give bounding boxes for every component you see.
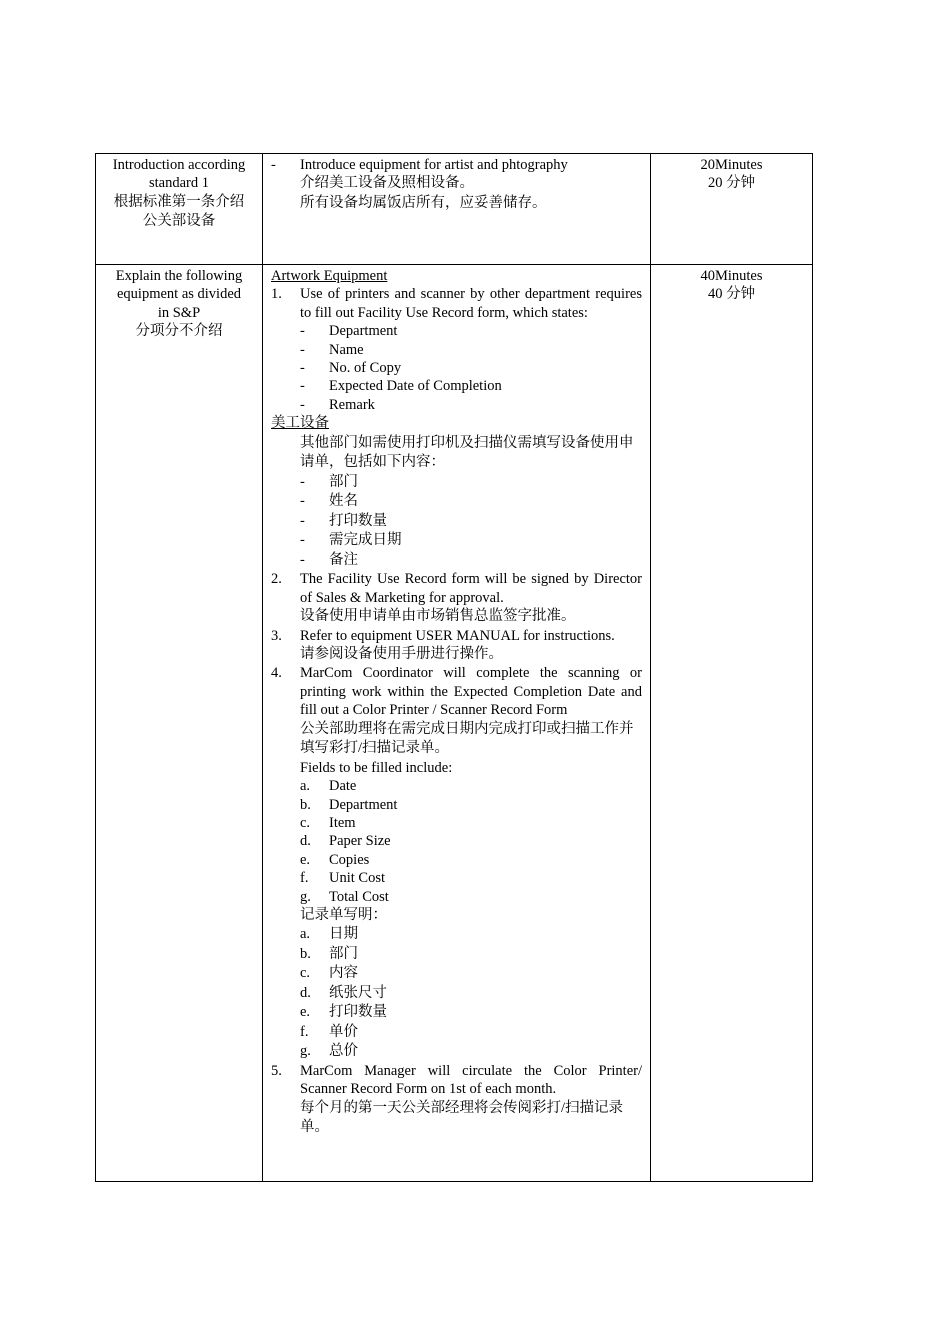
item-text-zh: 每个月的第一天公关部经理将会传阅彩打/扫描记录单。 <box>300 1099 624 1136</box>
list-item <box>300 322 642 340</box>
content-cell <box>263 154 651 265</box>
list-text: 需完成日期 <box>329 532 402 549</box>
list-text: 纸张尺寸 <box>329 984 387 1001</box>
letter-marker: g. <box>300 1043 311 1060</box>
item-number: 1. <box>271 286 282 303</box>
dash-marker: - <box>300 396 305 413</box>
item-text: Refer to equipment USER MANUAL for instructions. <box>300 627 615 644</box>
list-text: 日期 <box>329 926 358 943</box>
fields-list <box>271 777 642 906</box>
table-row <box>96 154 813 265</box>
list-item <box>300 473 642 493</box>
topic-line: 根据标准第一条介绍 <box>113 193 245 210</box>
list-text: Unit Cost <box>329 870 385 887</box>
list-item <box>300 551 642 571</box>
letter-marker: b. <box>300 796 311 813</box>
item-number: 5. <box>271 1062 282 1079</box>
content-line: Introduce equipment for artist and phtography <box>300 157 568 173</box>
topic-line: 公关部设备 <box>142 213 216 230</box>
fields-intro: Fields to be filled include: <box>300 759 453 776</box>
item-text: The Facility Use Record form will be signed by Director of Sales & Marketing for approval. <box>300 571 642 606</box>
time-zh: 20 分钟 <box>707 175 756 192</box>
fields-list-zh <box>271 925 642 1062</box>
list-text: Paper Size <box>329 833 391 850</box>
time-cell <box>651 154 813 265</box>
fields-intro-zh: 记录单写明： <box>300 906 387 923</box>
letter-marker: a. <box>300 778 311 795</box>
dash-marker: - <box>300 323 305 340</box>
item-number: 4. <box>271 665 282 682</box>
dash-marker: - <box>300 493 305 510</box>
list-text: 部门 <box>329 473 358 490</box>
sub-list <box>271 473 642 571</box>
letter-marker: d. <box>300 833 311 850</box>
table-row <box>96 265 813 1182</box>
item-text: MarCom Manager will circulate the Color Printer/ Scanner Record Form on 1st of each month. <box>300 1062 642 1098</box>
topic-line: Introduction according <box>112 157 246 173</box>
item-text: MarCom Coordinator will complete the scanning or printing work within the Expected Completion Date and fill out a Color Printer / Scanner Record Form <box>300 665 642 719</box>
list-text: 备注 <box>329 551 358 568</box>
training-table <box>95 153 813 1182</box>
list-item <box>300 869 642 887</box>
list-item <box>300 512 642 532</box>
list-item <box>271 1062 642 1099</box>
topic-line: equipment as divided <box>116 286 242 303</box>
content-line: 介绍美工设备及照相设备。 <box>300 175 474 192</box>
topic-line: 分项分不介绍 <box>135 323 223 340</box>
list-item <box>300 1042 642 1062</box>
letter-marker: d. <box>300 984 311 1001</box>
content-line: 所有设备均属饭店所有，应妥善储存。 <box>300 194 547 211</box>
topic-line: in S&P <box>157 304 201 321</box>
list-text: Copies <box>329 851 370 868</box>
letter-marker: e. <box>300 851 311 868</box>
list-item <box>271 285 642 322</box>
sub-list <box>271 322 642 414</box>
list-text: 单价 <box>329 1023 358 1040</box>
list-text: No. of Copy <box>329 360 402 377</box>
list-item <box>300 851 642 869</box>
dash-marker: - <box>300 341 305 358</box>
item-text-zh: 请参阅设备使用手册进行操作。 <box>300 645 503 662</box>
time-en: 40Minutes <box>700 268 763 284</box>
dash-marker: - <box>300 551 305 568</box>
dash-marker: - <box>300 378 305 395</box>
dash-marker: - <box>300 473 305 490</box>
list-item <box>300 531 642 551</box>
list-text: Department <box>329 796 398 813</box>
time-cell <box>651 265 813 1182</box>
list-text: Total Cost <box>329 888 389 905</box>
time-en: 20Minutes <box>700 157 763 173</box>
list-item <box>300 377 642 395</box>
letter-marker: f. <box>300 1023 309 1040</box>
list-text: Department <box>329 323 398 340</box>
list-item <box>300 945 642 965</box>
list-text: Name <box>329 341 364 358</box>
section-heading: Artwork Equipment <box>271 268 388 284</box>
item-number: 2. <box>271 571 282 588</box>
list-text: 部门 <box>329 945 358 962</box>
letter-marker: c. <box>300 814 311 831</box>
list-item <box>271 627 642 645</box>
list-item <box>300 341 642 359</box>
topic-cell <box>96 265 263 1182</box>
letter-marker: c. <box>300 965 311 982</box>
letter-marker: b. <box>300 945 311 962</box>
content-cell <box>263 265 651 1182</box>
list-text: Item <box>329 814 356 831</box>
time-zh: 40 分钟 <box>707 286 756 303</box>
list-item <box>271 664 642 719</box>
topic-line: Explain the following <box>115 268 243 284</box>
topic-line: standard 1 <box>149 175 209 192</box>
item-text-zh: 公关部助理将在需完成日期内完成打印或扫描工作并填写彩打/扫描记录单。 <box>300 720 634 757</box>
letter-marker: e. <box>300 1004 311 1021</box>
list-item <box>300 832 642 850</box>
list-text: 内容 <box>329 965 358 982</box>
item-text-zh: 设备使用申请单由市场销售总监签字批准。 <box>300 608 576 625</box>
list-item <box>300 777 642 795</box>
list-item <box>300 964 642 984</box>
item-text: Use of printers and scanner by other department requires to fill out Facility Use Record form, which states: <box>300 286 642 321</box>
letter-marker: a. <box>300 926 311 943</box>
item-number: 3. <box>271 627 282 644</box>
list-item <box>300 492 642 512</box>
list-text: 打印数量 <box>329 512 387 529</box>
list-item <box>300 796 642 814</box>
bullet-marker: - <box>271 157 276 173</box>
list-item <box>300 925 642 945</box>
list-text: Expected Date of Completion <box>329 378 502 395</box>
list-item <box>300 359 642 377</box>
letter-marker: f. <box>300 870 309 887</box>
list-text: Date <box>329 778 357 795</box>
list-text: 总价 <box>329 1043 358 1060</box>
dash-marker: - <box>300 512 305 529</box>
section-heading-zh: 美工设备 <box>271 415 329 432</box>
list-item <box>300 1003 642 1023</box>
list-item <box>300 1023 642 1043</box>
dash-marker: - <box>300 532 305 549</box>
list-item <box>300 396 642 414</box>
list-item <box>271 156 642 174</box>
item-text-zh: 其他部门如需使用打印机及扫描仪需填写设备使用申请单，包括如下内容： <box>300 434 634 471</box>
list-text: 姓名 <box>329 493 358 510</box>
list-item <box>300 888 642 906</box>
letter-marker: g. <box>300 888 311 905</box>
list-text: Remark <box>329 396 375 413</box>
dash-marker: - <box>300 360 305 377</box>
list-item <box>300 814 642 832</box>
list-text: 打印数量 <box>329 1004 387 1021</box>
topic-cell <box>96 154 263 265</box>
list-item <box>271 570 642 607</box>
list-item <box>300 984 642 1004</box>
